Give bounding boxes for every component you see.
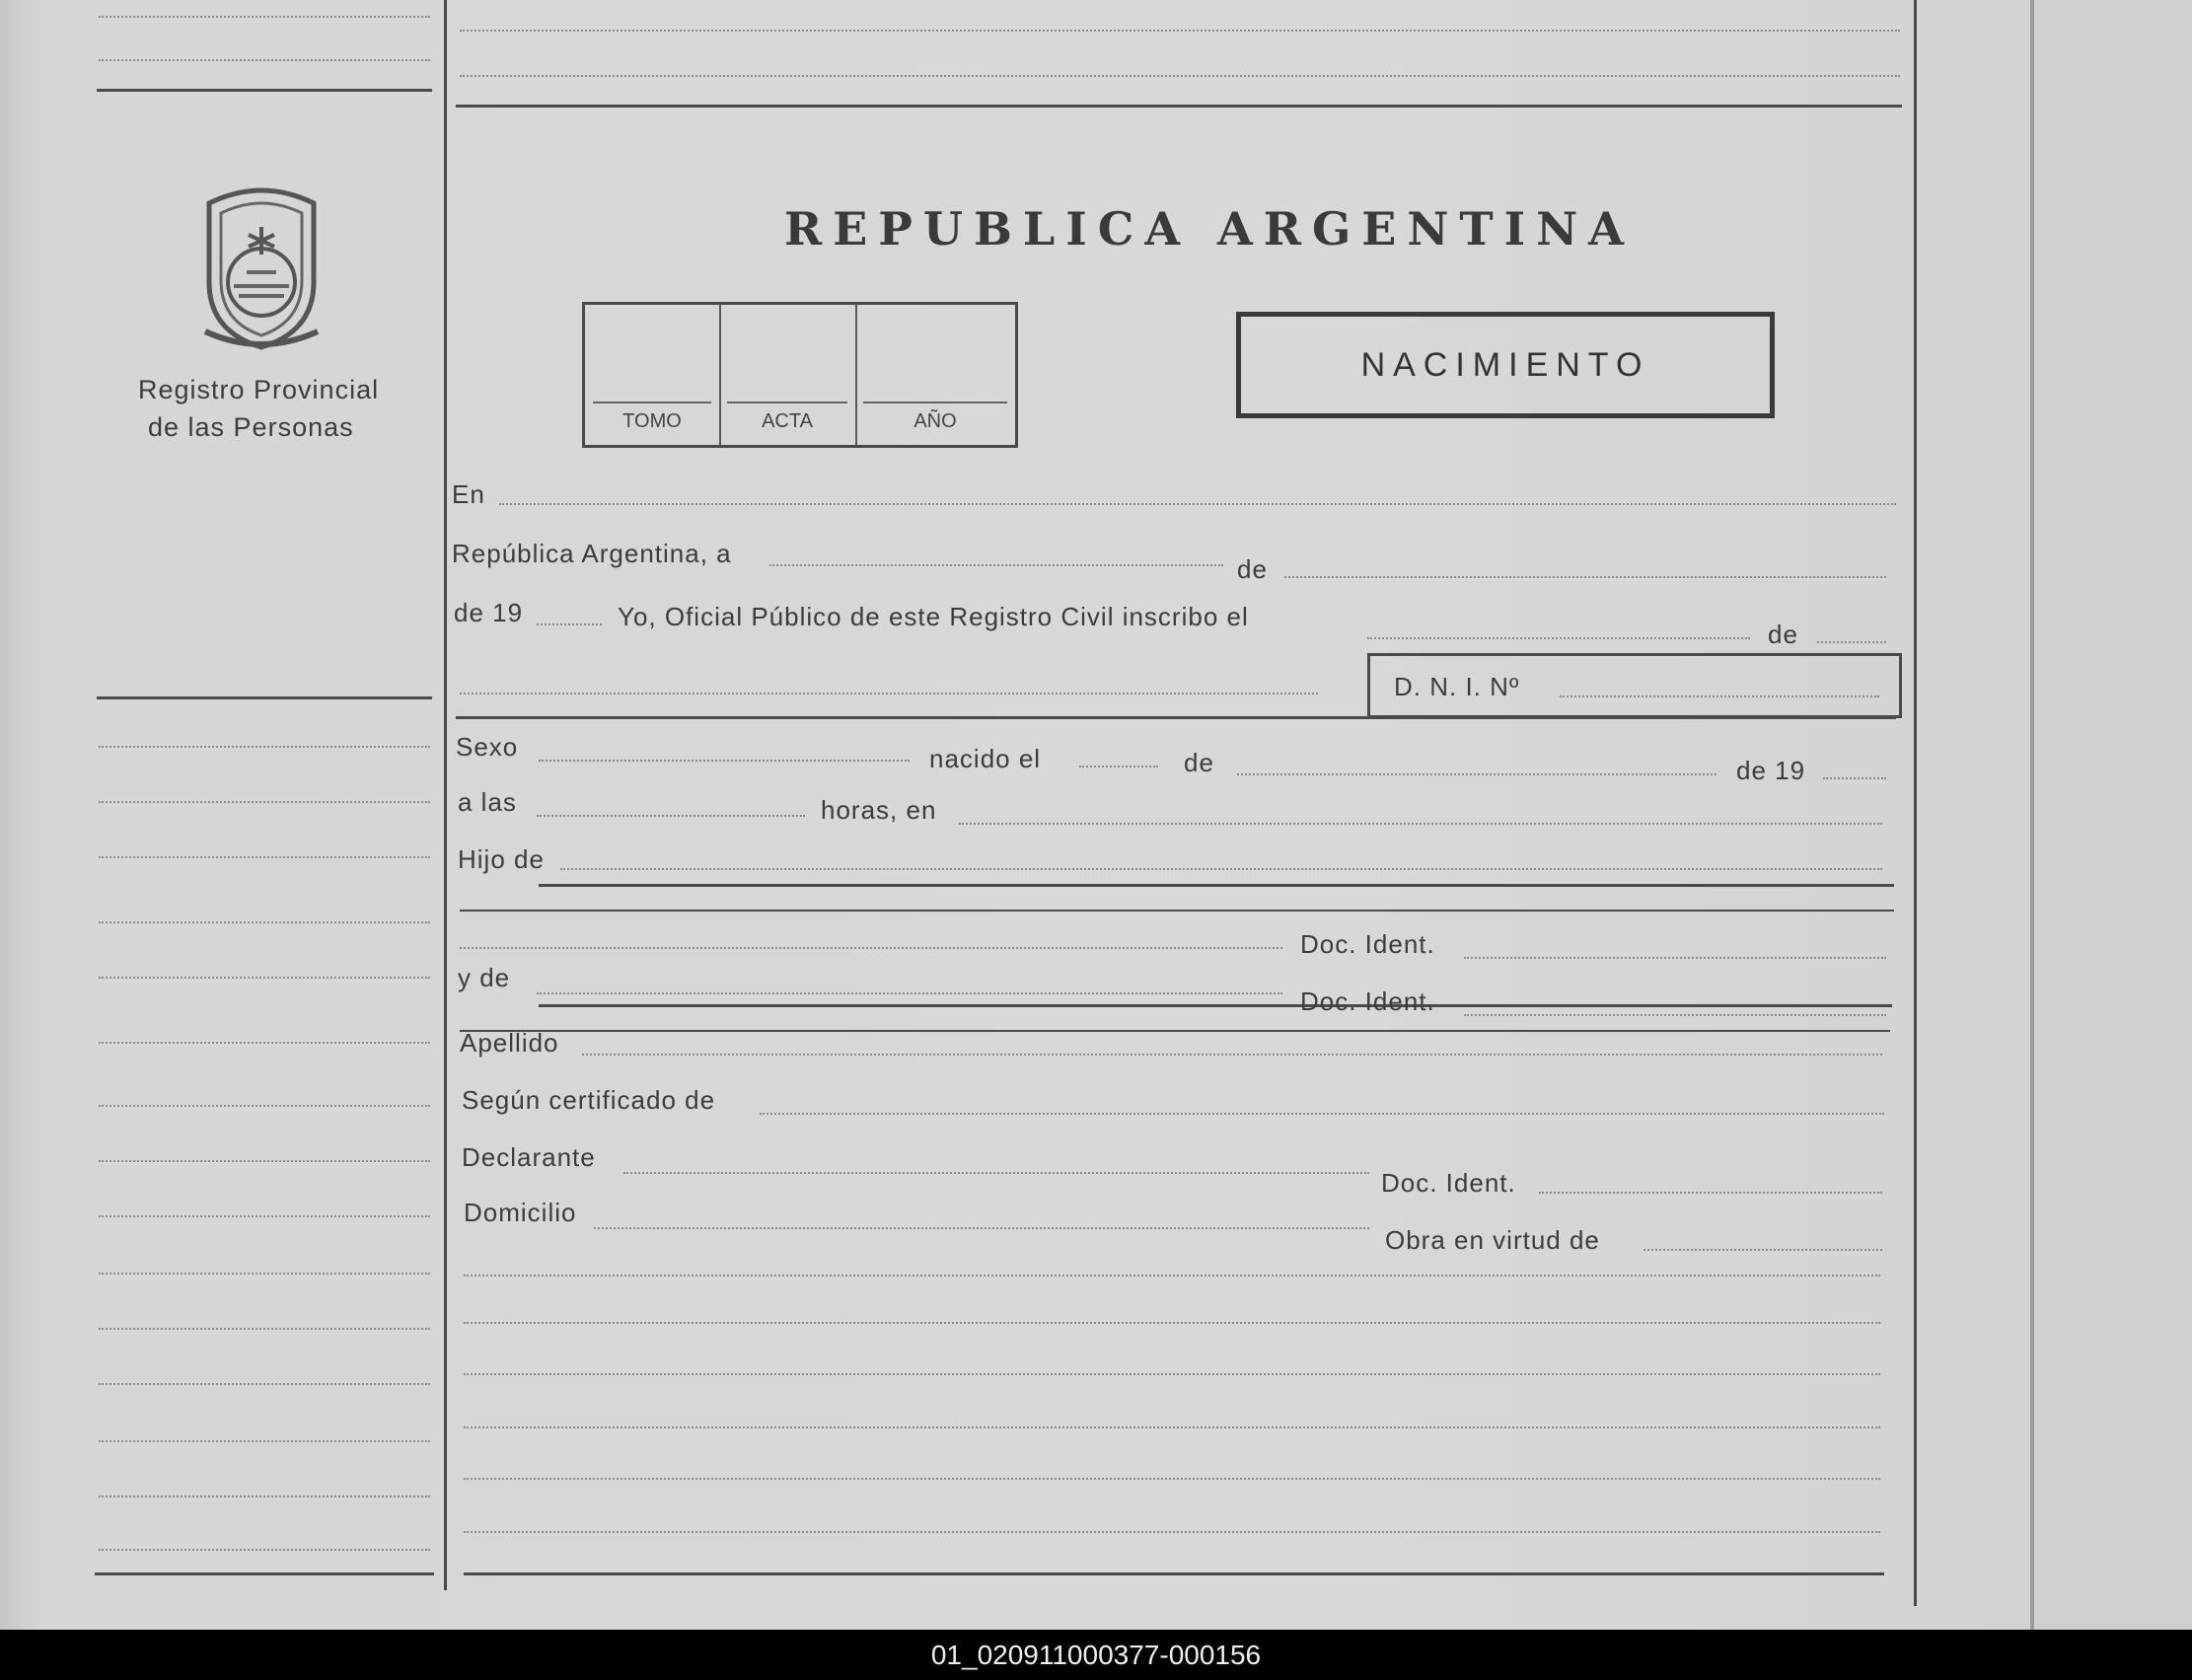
act-type-label: NACIMIENTO: [1360, 345, 1650, 384]
left-line: [99, 801, 430, 803]
field-line[interactable]: [594, 1227, 1369, 1229]
field-line[interactable]: [1817, 641, 1886, 643]
field-line[interactable]: [560, 868, 1882, 870]
field-line[interactable]: [1367, 637, 1750, 639]
field-line[interactable]: [760, 1113, 1884, 1115]
section-rule: [539, 884, 1894, 887]
notes-line[interactable]: [464, 1531, 1880, 1533]
notes-line[interactable]: [464, 1478, 1880, 1480]
notes-line[interactable]: [464, 1322, 1880, 1324]
coat-of-arms-icon: [189, 183, 333, 351]
label-obra-en-virtud: Obra en virtud de: [1385, 1225, 1600, 1255]
label-de19: de 19: [1736, 756, 1806, 785]
label-nacido-el: nacido el: [929, 744, 1042, 773]
tomo-cell: [585, 305, 719, 445]
left-section-rule: [97, 696, 432, 699]
section-rule: [460, 1030, 1890, 1032]
left-line: [99, 1496, 430, 1497]
field-line[interactable]: [769, 564, 1223, 566]
left-line: [99, 16, 430, 18]
bottom-rule: [464, 1572, 1884, 1575]
label-dni: D. N. I. Nº: [1394, 672, 1520, 701]
label-de19: de 19: [454, 598, 524, 627]
label-yo-oficial: Yo, Oficial Público de este Registro Civil inscribo el: [618, 602, 1249, 631]
section-rule: [539, 1004, 1892, 1007]
label-de: de: [1768, 620, 1798, 649]
registry-name-line2: de las Personas: [148, 412, 354, 442]
notes-line[interactable]: [464, 1275, 1880, 1277]
field-line[interactable]: [537, 815, 805, 817]
field-line[interactable]: [1644, 1249, 1882, 1251]
image-caption: 01_020911000377-000156: [0, 1630, 2192, 1680]
left-section-rule: [97, 89, 432, 92]
field-line[interactable]: [539, 760, 910, 762]
label-en: En: [452, 479, 485, 509]
label-doc-ident: Doc. Ident.: [1300, 986, 1435, 1016]
left-line: [99, 977, 430, 979]
field-line[interactable]: [460, 947, 1282, 949]
form-line: [460, 75, 1900, 77]
label-de: de: [1184, 748, 1214, 777]
label-apellido: Apellido: [460, 1028, 559, 1058]
field-line[interactable]: [537, 992, 1282, 994]
section-rule: [460, 910, 1894, 912]
field-line[interactable]: [1237, 773, 1717, 775]
label-declarante: Declarante: [462, 1142, 596, 1172]
field-line[interactable]: [623, 1172, 1369, 1174]
field-line[interactable]: [537, 623, 602, 625]
reference-box: [582, 302, 1018, 448]
label-doc-ident: Doc. Ident.: [1381, 1168, 1516, 1198]
left-line: [99, 1215, 430, 1217]
field-line[interactable]: [1464, 957, 1886, 959]
field-line[interactable]: [460, 693, 1318, 694]
right-border: [1914, 0, 1917, 1606]
left-line: [99, 1105, 430, 1107]
field-line[interactable]: [959, 823, 1882, 825]
label-republica: República Argentina, a: [452, 539, 732, 568]
acta-cell: [719, 305, 855, 445]
act-type-box: [1236, 312, 1775, 418]
field-line[interactable]: [1284, 576, 1886, 578]
label-domicilio: Domicilio: [464, 1198, 577, 1227]
label-hijo-de: Hijo de: [458, 844, 545, 874]
field-line[interactable]: [1539, 1192, 1882, 1194]
left-line: [99, 1273, 430, 1275]
acta-label: ACTA: [762, 410, 813, 432]
header-rule: [456, 105, 1902, 108]
left-section-rule: [95, 1572, 434, 1575]
adjacent-page-edge: [2030, 0, 2192, 1630]
left-line: [99, 1383, 430, 1385]
field-line[interactable]: [1823, 777, 1886, 779]
dni-box: [1367, 653, 1902, 718]
left-line: [99, 1160, 430, 1162]
registry-name-line1: Registro Provincial: [138, 375, 380, 404]
left-line: [99, 921, 430, 923]
form-line: [460, 30, 1900, 32]
left-line: [99, 59, 430, 61]
left-line: [99, 746, 430, 748]
ano-cell: [855, 305, 1015, 445]
ano-label: AÑO: [913, 410, 957, 432]
field-line[interactable]: [1079, 766, 1158, 767]
left-line: [99, 1042, 430, 1044]
left-line: [99, 1549, 430, 1551]
country-title: REPUBLICA ARGENTINA: [784, 202, 1635, 256]
notes-line[interactable]: [464, 1373, 1880, 1375]
left-line: [99, 1440, 430, 1442]
left-line: [99, 1328, 430, 1330]
label-horas-en: horas, en: [821, 795, 937, 825]
label-doc-ident: Doc. Ident.: [1300, 929, 1435, 959]
left-line: [99, 856, 430, 858]
label-de: de: [1237, 554, 1268, 584]
notes-line[interactable]: [464, 1426, 1880, 1428]
label-y-de: y de: [458, 963, 511, 992]
label-segun-certificado: Según certificado de: [462, 1085, 716, 1115]
tomo-label: TOMO: [622, 410, 682, 432]
field-line[interactable]: [1464, 1014, 1886, 1016]
field-line[interactable]: [582, 1054, 1882, 1056]
column-divider: [444, 0, 447, 1590]
label-sexo: Sexo: [456, 732, 519, 762]
label-a-las: a las: [458, 787, 517, 817]
field-line[interactable]: [499, 503, 1896, 505]
dni-field-line[interactable]: [1560, 695, 1879, 697]
section-rule: [456, 716, 1896, 719]
